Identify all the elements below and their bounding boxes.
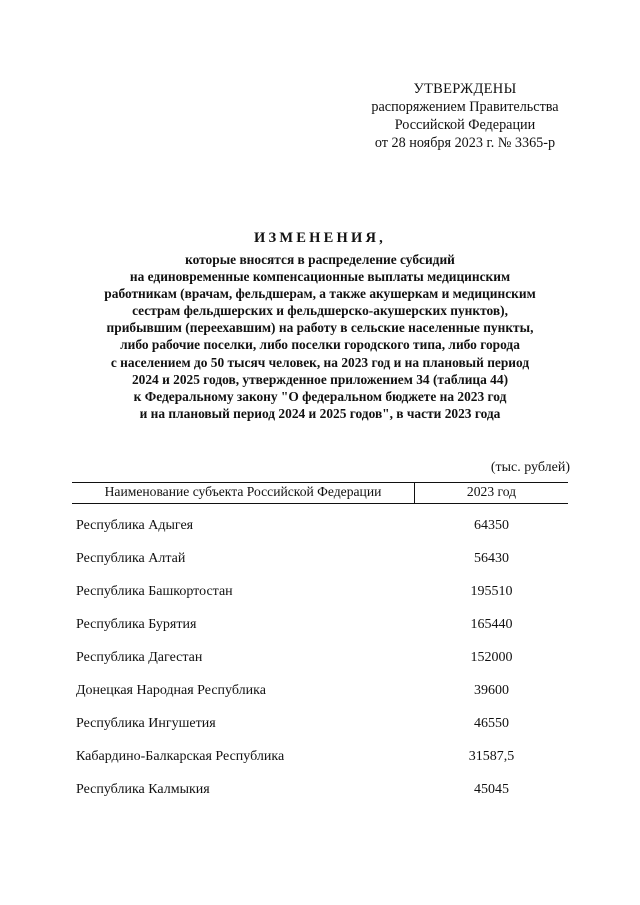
region-value: 165440 <box>470 617 513 632</box>
description-line: сестрам фельдшерских и фельдшерско-акушерских пунктов), <box>132 303 508 319</box>
units-label: (тыс. рублей) <box>490 460 570 475</box>
approval-line-3: от 28 ноября 2023 г. № 3365-р <box>374 135 556 151</box>
description-line: к Федеральному закону "О федеральном бюджете на 2023 год <box>133 388 507 404</box>
table-row <box>72 716 568 749</box>
approval-heading: УТВЕРЖДЕНЫ <box>413 81 517 97</box>
region-value: 64350 <box>474 518 509 533</box>
column-header-name: Наименование субъекта Российской Федерации <box>72 483 415 503</box>
approval-line-2: Российской Федерации <box>394 117 536 133</box>
table-row <box>72 749 568 782</box>
description-line: 2024 и 2025 годов, утвержденное приложением 34 (таблица 44) <box>131 371 509 387</box>
document-description <box>60 251 580 422</box>
approval-line-1: распоряжением Правительства <box>371 99 559 115</box>
region-name: Республика Ингушетия <box>76 716 216 731</box>
region-name: Республика Адыгея <box>76 518 194 533</box>
region-name: Республика Бурятия <box>76 617 197 632</box>
description-line: работникам (врачам, фельдшерам, а также акушеркам и медицинским <box>104 286 536 302</box>
region-name: Республика Башкортостан <box>76 584 233 599</box>
table-row <box>72 551 568 584</box>
description-line: либо рабочие поселки, либо поселки городского типа, либо города <box>120 337 520 353</box>
document-title: ИЗМЕНЕНИЯ, <box>254 230 386 246</box>
region-name: Донецкая Народная Республика <box>76 683 266 698</box>
region-value: 31587,5 <box>468 749 515 764</box>
table-row <box>72 617 568 650</box>
column-header-year: 2023 год <box>466 484 517 499</box>
approval-block <box>330 80 600 152</box>
table-row <box>72 782 568 815</box>
table-header <box>72 482 568 504</box>
region-name: Республика Дагестан <box>76 650 203 665</box>
description-line: и на плановый период 2024 и 2025 годов", в части 2023 года <box>139 405 501 421</box>
description-line: на единовременные компенсационные выплаты медицинским <box>129 269 511 285</box>
region-name: Республика Алтай <box>76 551 186 566</box>
region-value: 56430 <box>474 551 509 566</box>
description-line: которые вносятся в распределение субсидий <box>185 252 455 267</box>
table-row <box>72 683 568 716</box>
region-value: 45045 <box>474 782 509 797</box>
region-value: 39600 <box>474 683 509 698</box>
table-row <box>72 650 568 683</box>
region-value: 46550 <box>474 716 509 731</box>
table-row <box>72 584 568 617</box>
region-name: Кабардино-Балкарская Республика <box>76 749 285 764</box>
region-name: Республика Калмыкия <box>76 782 210 797</box>
region-value: 195510 <box>470 584 513 599</box>
region-value: 152000 <box>470 650 513 665</box>
table-row <box>72 518 568 551</box>
table-body <box>72 518 568 815</box>
description-line: прибывшим (переехавшим) на работу в сельские населенные пункты, <box>106 320 534 336</box>
description-line: с населением до 50 тысяч человек, на 2023 год и на плановый период <box>110 354 530 370</box>
